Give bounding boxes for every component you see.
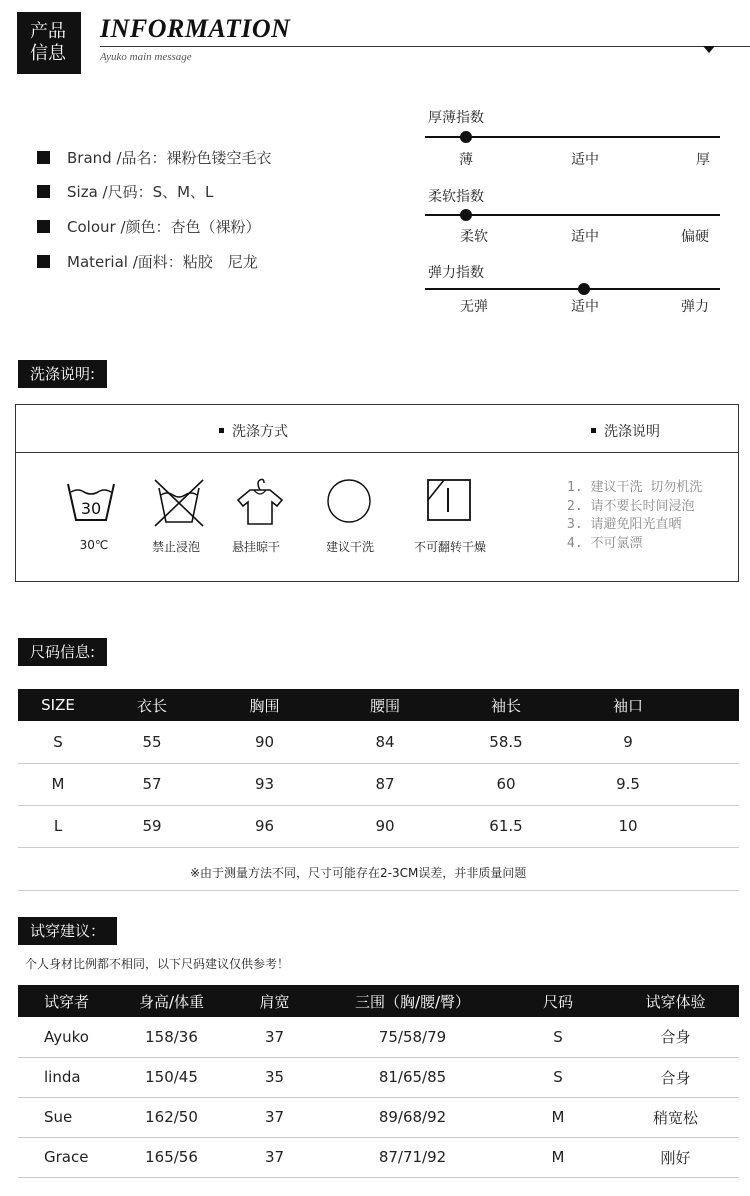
table-cell: 90 [206, 721, 323, 763]
wash-note: 3. 请避免阳光直晒 [567, 517, 682, 532]
bullet-icon [591, 428, 596, 433]
table-cell: 93 [206, 763, 323, 805]
bullet-square-icon [37, 151, 50, 164]
table-cell: 稍宽松 [612, 1097, 739, 1137]
table-row [18, 1017, 739, 1057]
table-row [18, 1057, 739, 1097]
size-table [18, 689, 739, 848]
wash-temperature: 30 [80, 499, 102, 518]
wash-notes-heading: 洗涤说明 [591, 421, 660, 441]
table-cell: 9 [565, 721, 691, 763]
dry-clean-icon [326, 478, 372, 524]
table-cell: S [18, 721, 98, 763]
table-cell: 37 [228, 1097, 321, 1137]
column-header: 试穿体验 [612, 985, 739, 1017]
size-section-tag: 尺码信息: [18, 638, 107, 666]
table-cell: 合身 [612, 1017, 739, 1057]
scale-title: 柔软指数 [428, 189, 484, 205]
wash-note: 2. 请不要长时间浸泡 [567, 499, 695, 514]
table-cell: 158/36 [115, 1017, 228, 1057]
table-cell: 59 [98, 805, 206, 847]
table-cell: 58.5 [447, 721, 565, 763]
table-cell: 60 [447, 763, 565, 805]
column-header: 三围（胸/腰/臀） [321, 985, 504, 1017]
table-cell: M [18, 763, 98, 805]
page-title: INFORMATION [100, 14, 291, 43]
table-cell: linda [18, 1057, 115, 1097]
table-cell: 57 [98, 763, 206, 805]
header-badge-line1: 产品 [30, 21, 66, 42]
table-row [18, 1097, 739, 1137]
table-cell: 35 [228, 1057, 321, 1097]
fit-section-tag: 试穿建议： [18, 917, 117, 945]
table-cell: 10 [565, 805, 691, 847]
wash-note: 4. 不可氯漂 [567, 536, 643, 551]
table-cell: 165/56 [115, 1137, 228, 1177]
table-cell: 75/58/79 [321, 1017, 504, 1057]
table-header-row [18, 689, 739, 721]
column-header: 衣长 [98, 689, 206, 721]
scale-title: 厚薄指数 [428, 110, 484, 126]
wash-label: 30℃ [79, 538, 109, 552]
table-cell: 87/71/92 [321, 1137, 504, 1177]
wash-section-tag: 洗涤说明: [18, 360, 107, 388]
table-cell: M [504, 1097, 612, 1137]
column-header: 胸围 [206, 689, 323, 721]
bullet-square-icon [37, 185, 50, 198]
divider [18, 890, 739, 891]
hang-dry-icon [234, 478, 286, 528]
table-cell: 162/50 [115, 1097, 228, 1137]
table-cell: Sue [18, 1097, 115, 1137]
no-soak-icon [153, 478, 205, 528]
table-row [18, 763, 739, 805]
column-header: 身高/体重 [115, 985, 228, 1017]
table-cell-spacer [691, 721, 739, 763]
scale-label: 适中 [571, 229, 599, 245]
table-cell: Grace [18, 1137, 115, 1177]
wash-note: 1. 建议干洗 切勿机洗 [567, 480, 703, 495]
table-cell: 37 [228, 1137, 321, 1177]
column-header: SIZE [18, 689, 98, 721]
table-cell: 61.5 [447, 805, 565, 847]
scale-level-dot [578, 283, 590, 295]
table-cell: 9.5 [565, 763, 691, 805]
scale-label: 偏硬 [681, 229, 709, 245]
triangle-marker-icon [703, 46, 715, 53]
header-badge [17, 12, 81, 74]
table-cell: 37 [228, 1017, 321, 1057]
bullet-icon [219, 428, 224, 433]
scale-label: 厚 [696, 152, 710, 168]
wash-label: 不可翻转干燥 [413, 540, 487, 554]
table-row [18, 805, 739, 847]
scale-label: 弹力 [681, 299, 709, 315]
scale-label: 柔软 [460, 229, 488, 245]
fit-note: 个人身材比例都不相同，以下尺码建议仅供参考！ [25, 957, 290, 971]
table-cell: L [18, 805, 98, 847]
table-cell: 合身 [612, 1057, 739, 1097]
bullet-square-icon [37, 220, 50, 233]
size-note: ※由于测量方法不同，尺寸可能存在2-3CM误差，并非质量问题 [190, 866, 527, 880]
column-header: 肩宽 [228, 985, 321, 1017]
column-header-spacer [691, 689, 739, 721]
info-size: Siza /尺码：S、M、L [37, 182, 213, 202]
table-cell: 55 [98, 721, 206, 763]
wash-divider [16, 452, 738, 453]
column-header: 腰围 [323, 689, 447, 721]
table-cell: M [504, 1137, 612, 1177]
wash-label: 禁止浸泡 [151, 540, 201, 554]
scale-label: 薄 [459, 152, 473, 168]
table-row [18, 1137, 739, 1177]
info-material: Material /面料：粘胶 尼龙 [37, 252, 258, 272]
no-tumble-dry-icon [426, 478, 472, 522]
scale-label: 适中 [571, 152, 599, 168]
column-header: 尺码 [504, 985, 612, 1017]
wash-30-icon [66, 478, 116, 526]
scale-label: 无弹 [460, 299, 488, 315]
fit-table [18, 985, 739, 1178]
table-cell: S [504, 1017, 612, 1057]
table-cell: 刚好 [612, 1137, 739, 1177]
table-cell: 150/45 [115, 1057, 228, 1097]
info-colour: Colour /颜色：杏色（裸粉） [37, 217, 261, 237]
scale-level-dot [460, 209, 472, 221]
header-divider [100, 46, 750, 47]
scale-track [425, 288, 720, 290]
bullet-square-icon [37, 255, 50, 268]
table-cell-spacer [691, 805, 739, 847]
table-cell: 81/65/85 [321, 1057, 504, 1097]
wash-method-heading: 洗涤方式 [219, 421, 288, 441]
column-header: 袖口 [565, 689, 691, 721]
column-header: 试穿者 [18, 985, 115, 1017]
table-cell: Ayuko [18, 1017, 115, 1057]
info-brand: Brand /品名：裸粉色镂空毛衣 [37, 148, 272, 168]
wash-label: 建议干洗 [325, 540, 375, 554]
column-header: 袖长 [447, 689, 565, 721]
scale-title: 弹力指数 [428, 265, 484, 281]
table-cell: 89/68/92 [321, 1097, 504, 1137]
scale-label: 适中 [571, 299, 599, 315]
header-badge-line2: 信息 [30, 43, 66, 64]
table-cell: 96 [206, 805, 323, 847]
wash-label: 悬挂晾干 [231, 540, 281, 554]
page-subtitle: Ayuko main message [100, 51, 192, 63]
table-cell: S [504, 1057, 612, 1097]
table-cell: 90 [323, 805, 447, 847]
scale-level-dot [460, 131, 472, 143]
table-cell-spacer [691, 763, 739, 805]
table-row [18, 721, 739, 763]
table-header-row [18, 985, 739, 1017]
wash-panel [15, 404, 739, 582]
table-cell: 84 [323, 721, 447, 763]
table-cell: 87 [323, 763, 447, 805]
